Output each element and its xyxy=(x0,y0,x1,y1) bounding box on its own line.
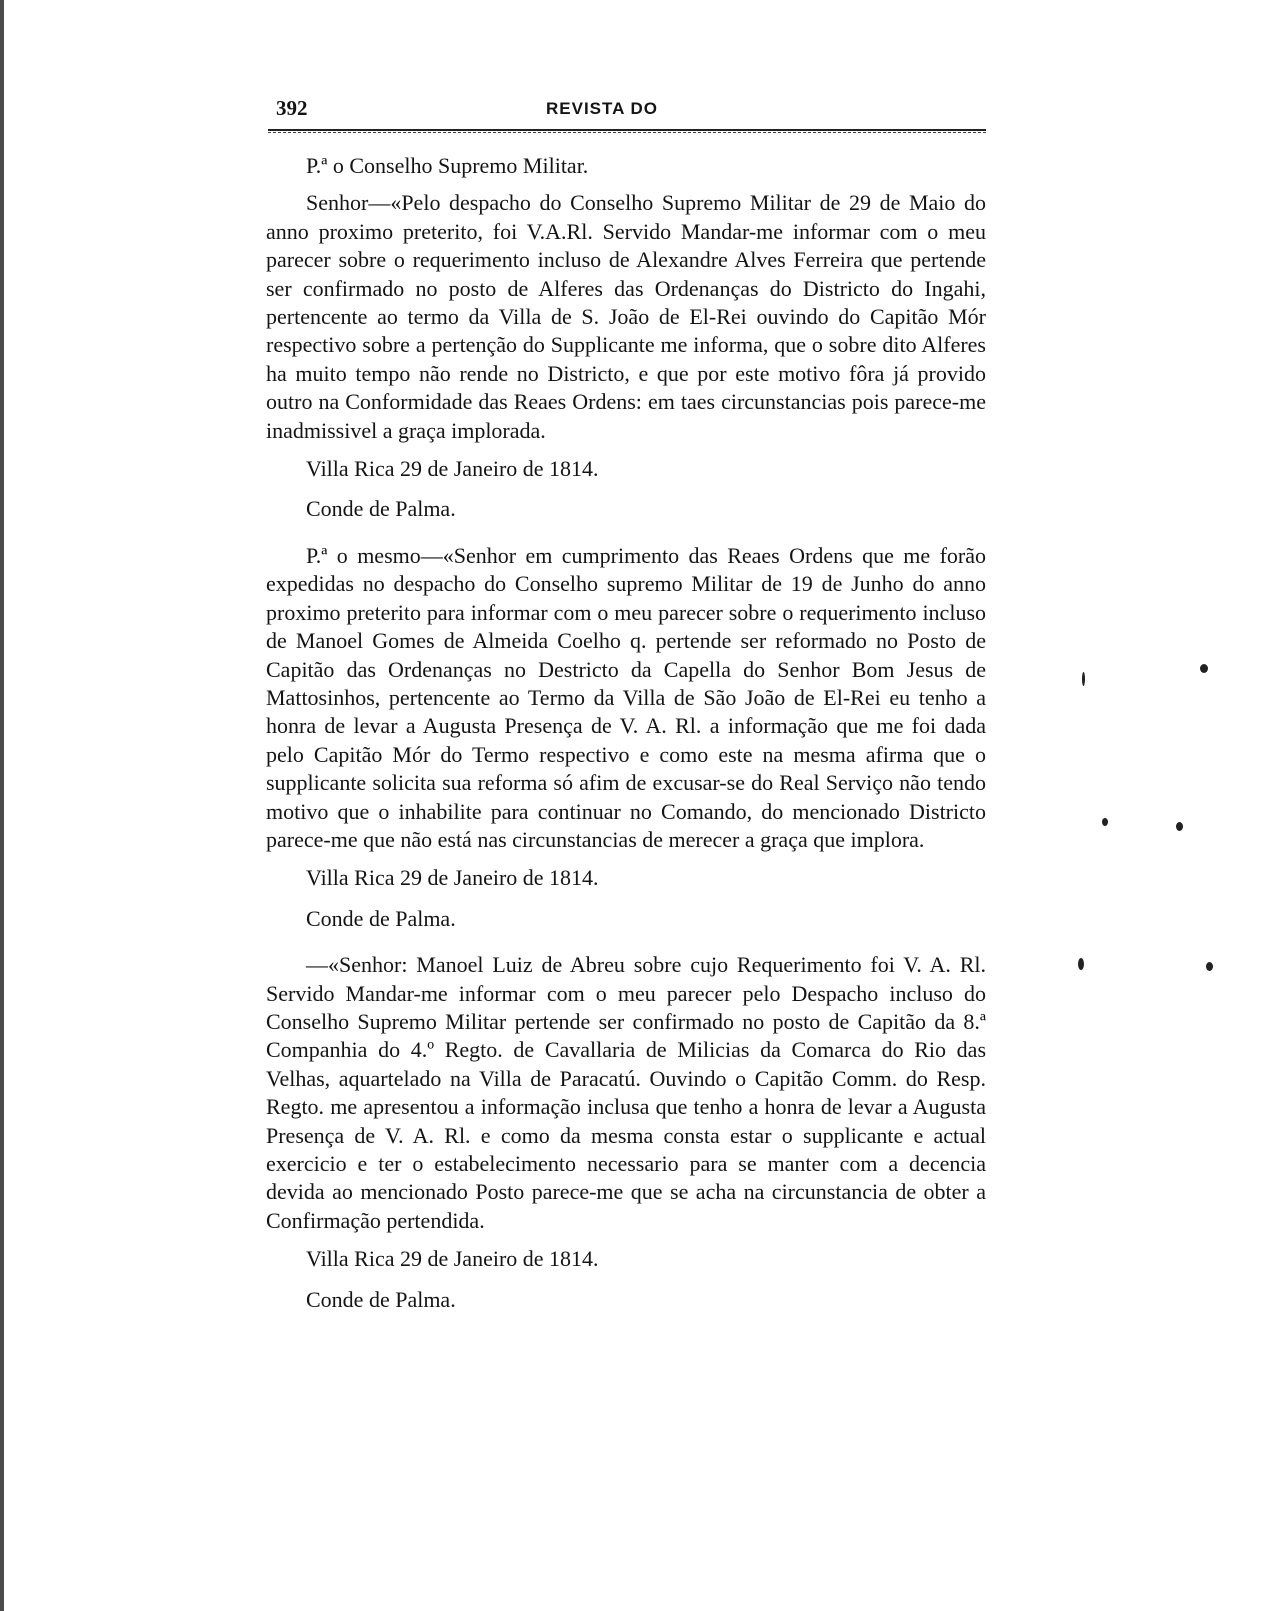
letter1-signature: Conde de Palma. xyxy=(306,496,456,522)
letter1-salutation: P.ª o Conselho Supremo Militar. xyxy=(306,153,589,178)
document-body xyxy=(266,152,986,1314)
letter1-body: Senhor—«Pelo despacho do Conselho Supremo Militar de 29 de Maio do anno proximo preterito, foi V.A.Rl. Servido Mandar-me informar com o meu parecer sobre o requerimento incluso de Alexandre Alves Ferreira que pertende ser confirmado no posto de Alferes das Ordenanças do Districto do Ingahi, pertencente ao termo da Villa de S. João de El-Rei ouvindo do Capitão Mór respectivo sobre a pertenção do Supplicante me informa, que o sobre dito Alferes ha muito tempo não rende no Districto, e que por este motivo fôra já provido outro na Conformidade das Reaes Ordens: em taes circunstancias pois parece-me inadmissivel a graça implorada. xyxy=(266,190,986,443)
scan-speck xyxy=(1176,822,1183,831)
header-rule xyxy=(268,129,986,133)
letter3-body: —«Senhor: Manoel Luiz de Abreu sobre cujo Requerimento foi V. A. Rl. Servido Mandar-me informar com o meu parecer pelo Despacho incluso do Conselho Supremo Militar pertende ser confirmado no posto de Capitão da 8.ª Companhia do 4.º Regto. de Cavallaria de Milicias da Comarca do Rio das Velhas, aquartelado na Villa de Paracatú. Ouvindo o Capitão Comm. do Resp. Regto. me apresentou a informação inclusa que tenho a honra de levar a Augusta Presença de V. A. Rl. e como da mesma consta estar o supplicante e actual exercicio e ter o estabelecimento necessario para se manter com a decencia devida ao mencionado Posto parece-me que se acha na circunstancia de obter a Confirmação pertendida. xyxy=(266,952,986,1233)
letter3-signature: Conde de Palma. xyxy=(306,1286,456,1312)
page-number: 392 xyxy=(276,96,308,120)
scan-speck xyxy=(1102,818,1108,826)
running-title: REVISTA DO xyxy=(546,99,659,118)
scan-speck xyxy=(1082,672,1085,686)
scan-speck xyxy=(1206,962,1213,971)
scan-speck xyxy=(1200,664,1208,673)
letter2-body: P.ª o mesmo—«Senhor em cumprimento das Reaes Ordens que me forão expedidas no despacho do Conselho supremo Militar de 19 de Junho do anno proximo preterito para informar com o meu parecer sobre o requerimento incluso de Manoel Gomes de Almeida Coelho q. pertende ser reformado no Posto de Capitão das Ordenanças no Destricto da Capella do Senhor Bom Jesus de Mattosinhos, pertencente ao Termo da Villa de São João de El-Rei eu tenho a honra de levar a Augusta Presença de V. A. Rl. a informação que me foi dada pelo Capitão Mór do Termo respectivo e como este na mesma afirma que o supplicante solicita sua reforma só afim de excusar-se do Real Serviço não tendo motivo que o inhabilite para continuar no Comando, do mencionado Districto parece-me que não está nas circunstancias de merecer a graça que implora. xyxy=(266,542,986,852)
letter2-date: Villa Rica 29 de Janeiro de 1814. xyxy=(306,865,599,891)
scan-speck xyxy=(1078,958,1084,970)
letter2-signature: Conde de Palma. xyxy=(306,905,456,931)
page-edge xyxy=(0,0,4,1611)
page-header xyxy=(268,96,986,126)
letter3-date: Villa Rica 29 de Janeiro de 1814. xyxy=(306,1246,599,1272)
letter1-date: Villa Rica 29 de Janeiro de 1814. xyxy=(306,456,599,482)
